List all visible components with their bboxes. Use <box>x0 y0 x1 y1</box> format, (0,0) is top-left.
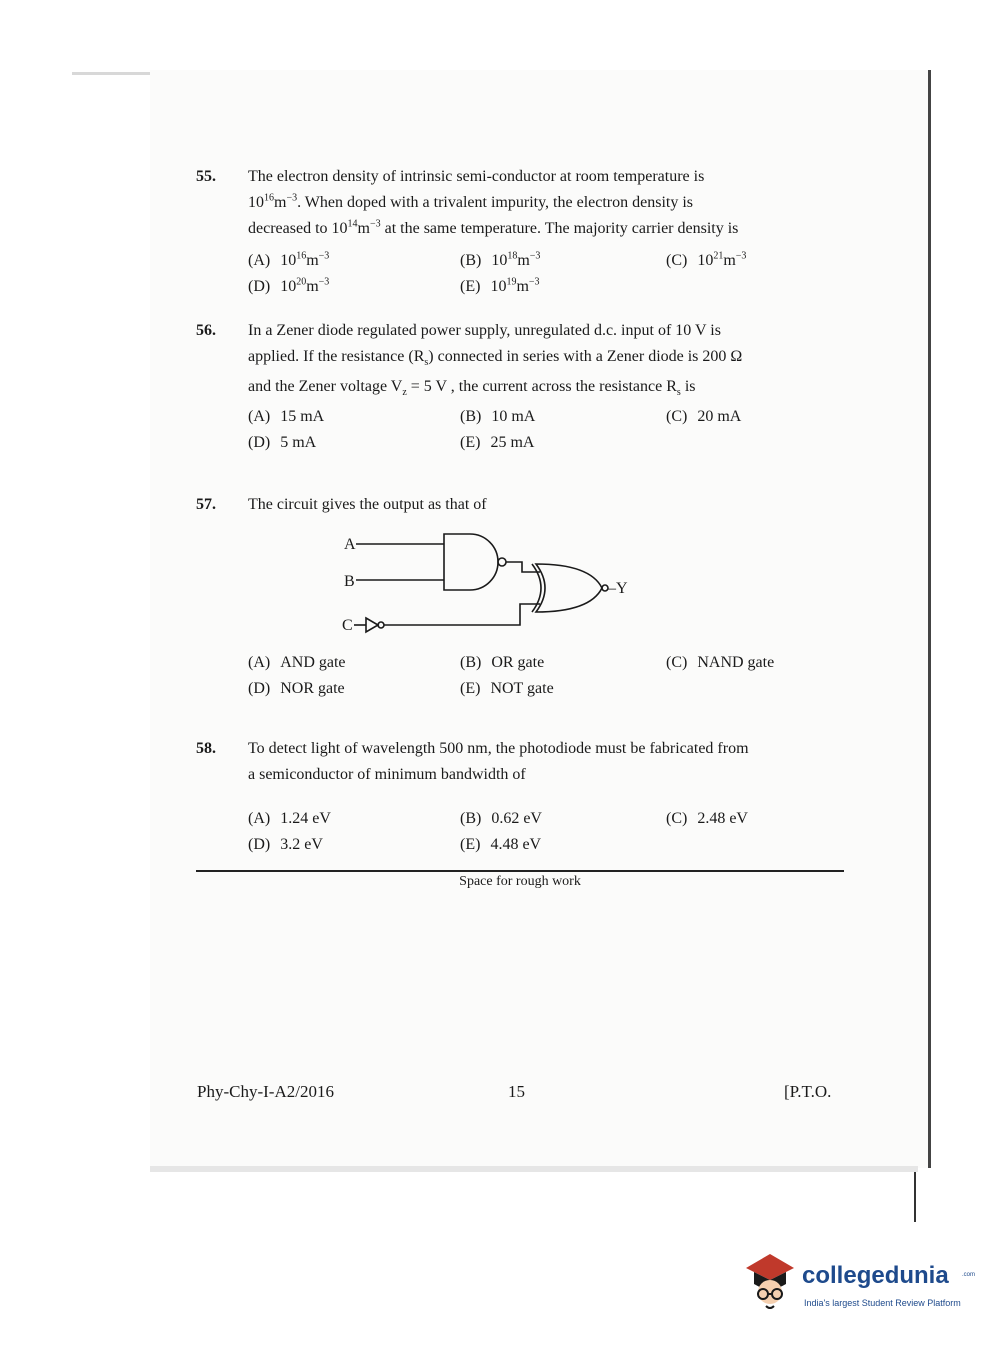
brand-tagline: India's largest Student Review Platform <box>804 1298 961 1308</box>
scan-edge-mark <box>914 1172 916 1222</box>
question-text <box>248 164 846 242</box>
option-e: (E) NOT gate <box>460 680 554 697</box>
question-line: $10^{16}m^{-3}$. When doped with a trivalent impurity, the electron density is <box>248 192 693 211</box>
collegedunia-logo <box>740 1250 980 1320</box>
question-number: 55. <box>196 168 216 185</box>
nand-bubble <box>498 558 506 566</box>
input-label-a: A <box>344 536 356 553</box>
rough-work-label: Space for rough work <box>459 874 581 889</box>
question-line: The circuit gives the output as that of <box>248 496 487 513</box>
question-55 <box>196 164 846 295</box>
question-number: 58. <box>196 740 216 757</box>
nand-gate <box>444 534 498 590</box>
option-b: (B) $10^{18}m^{-3}$ <box>460 250 541 269</box>
option-b: (B) 0.62 eV <box>460 810 542 827</box>
scan-edge-bottom <box>150 1166 918 1172</box>
question-text <box>248 492 846 518</box>
question-line: In a Zener diode regulated power supply, unregulated d.c. input of 10 V is <box>248 322 721 339</box>
question-line: The electron density of intrinsic semi-conductor at room temperature is <box>248 168 705 185</box>
question-58 <box>196 736 846 853</box>
option-c: (C) 20 mA <box>666 408 742 425</box>
option-a: (A) 1.24 eV <box>248 810 331 827</box>
logic-circuit-diagram <box>340 528 628 638</box>
divider <box>196 870 844 872</box>
question-line: To detect light of wavelength 500 nm, the photodiode must be fabricated from <box>248 740 749 757</box>
wire-not-out <box>384 604 540 625</box>
question-number: 56. <box>196 322 216 339</box>
question-57 <box>196 492 846 697</box>
option-a: (A) 15 mA <box>248 408 325 425</box>
question-line: and the Zener voltage $V_z = 5$ V , the current across the resistance $R_s$ is <box>248 378 696 399</box>
option-a: (A) $10^{16}m^{-3}$ <box>248 250 330 269</box>
option-e: (E) 4.48 eV <box>460 836 542 853</box>
page-number: 15 <box>508 1082 525 1101</box>
input-label-c: C <box>342 617 353 634</box>
option-e: (E) $10^{19}m^{-3}$ <box>460 276 540 295</box>
option-a: (A) AND gate <box>248 654 346 671</box>
option-d: (D) NOR gate <box>248 680 345 697</box>
option-d: (D) 3.2 eV <box>248 836 323 853</box>
mascot-icon <box>740 1250 800 1314</box>
paper-code: Phy-Chy-I-A2/2016 <box>197 1082 334 1101</box>
option-e: (E) 25 mA <box>460 434 535 451</box>
option-c: (C) $10^{21}m^{-3}$ <box>666 250 747 269</box>
brand-domain: .com <box>962 1272 976 1278</box>
question-line: applied. If the resistance $(R_s)$ connected in series with a Zener diode is 200 Ω <box>248 348 743 369</box>
or-gate <box>536 564 602 612</box>
option-b: (B) 10 mA <box>460 408 536 425</box>
option-b: (B) OR gate <box>460 654 545 671</box>
question-56 <box>196 318 846 451</box>
option-d: (D) 5 mA <box>248 434 317 451</box>
not-gate <box>366 618 378 632</box>
input-label-b: B <box>344 573 355 590</box>
option-c: (C) NAND gate <box>666 654 775 671</box>
question-text <box>248 736 846 788</box>
question-line: a semiconductor of minimum bandwidth of <box>248 766 526 783</box>
pto-note: [P.T.O. <box>784 1082 832 1101</box>
question-text <box>248 318 846 400</box>
option-c: (C) 2.48 eV <box>666 810 748 827</box>
option-d: (D) $10^{20}m^{-3}$ <box>248 276 330 295</box>
brand-name: collegedunia <box>802 1262 949 1289</box>
question-line: decreased to $10^{14}m^{-3}$ at the same temperature. The majority carrier density is <box>248 218 739 237</box>
output-label-y: –Y <box>608 580 628 597</box>
question-number: 57. <box>196 496 216 513</box>
